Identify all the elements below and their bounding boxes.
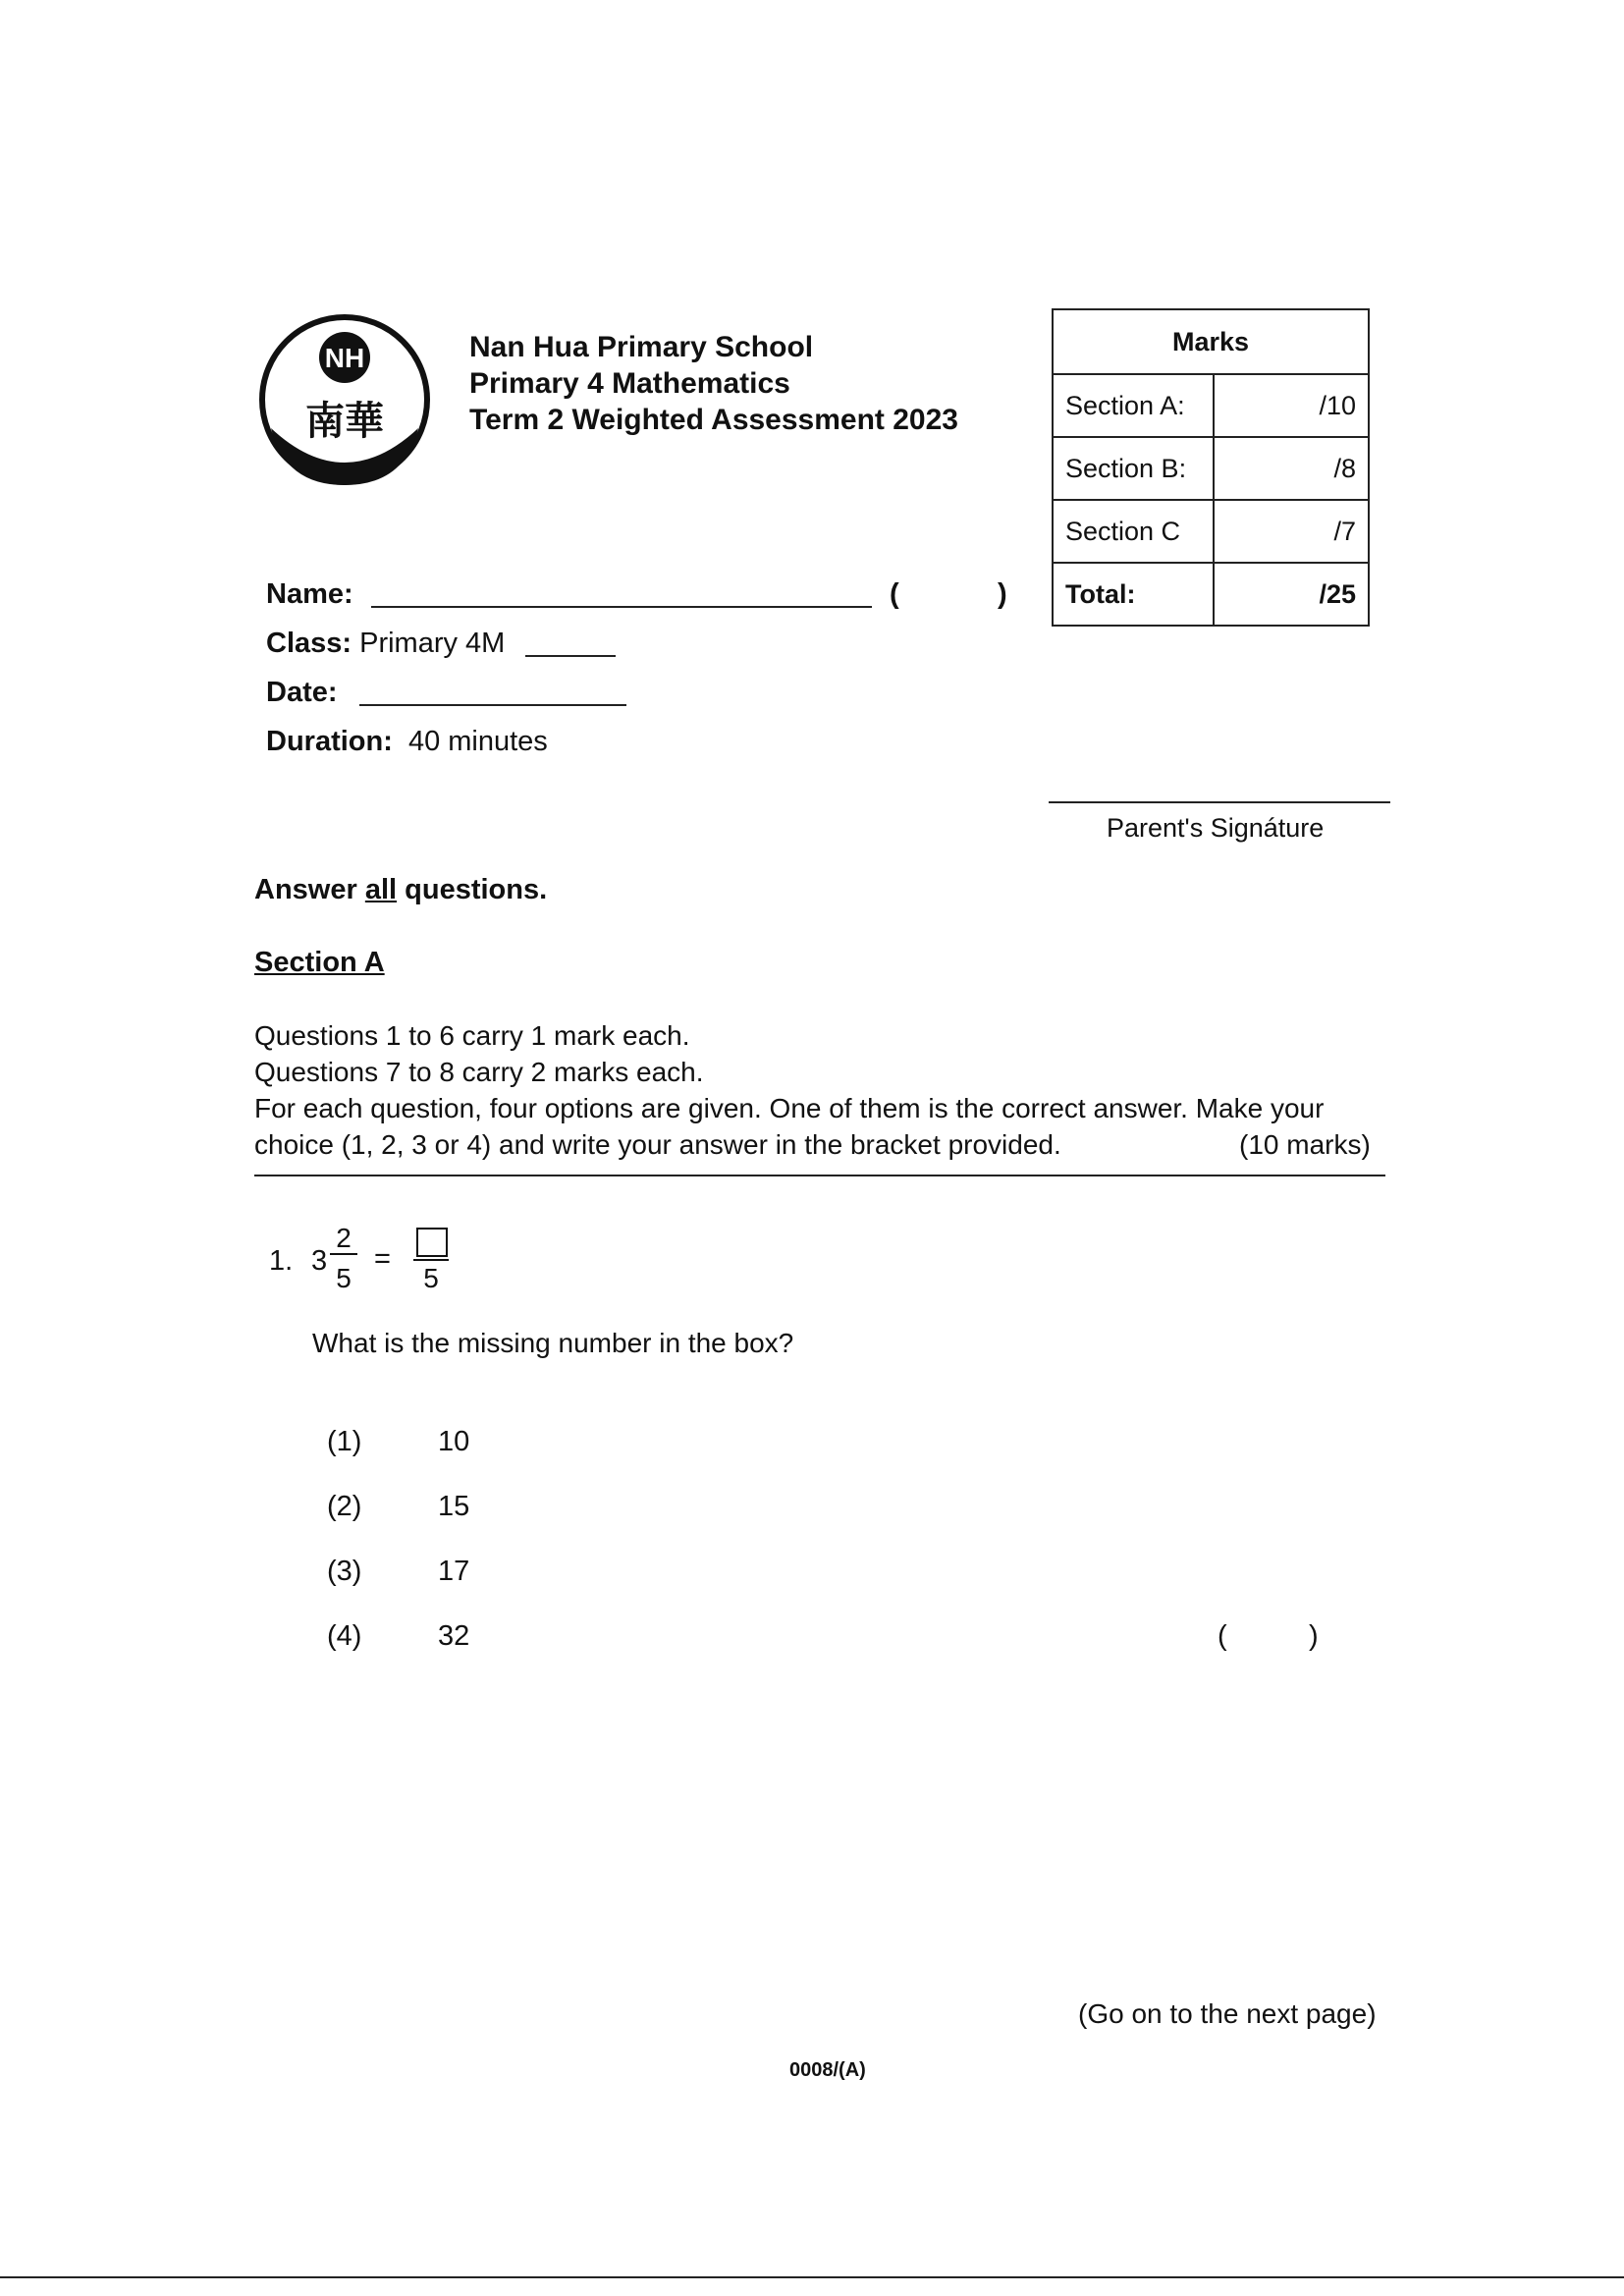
marks-label: Section B: [1053, 437, 1214, 500]
mixed-whole: 3 [311, 1245, 328, 1277]
class-value: Primary 4M [359, 628, 506, 659]
assessment-title: Term 2 Weighted Assessment 2023 [469, 404, 958, 436]
class-label: Class: [266, 628, 352, 659]
section-a-line-4: choice (1, 2, 3 or 4) and write your answer in the bracket provided. [254, 1129, 1061, 1160]
class-field[interactable] [525, 655, 616, 657]
section-a-line-3: For each question, four options are given. One of them is the correct answer. Make your [254, 1093, 1325, 1123]
duration-row [266, 724, 548, 759]
signature-label: Parent's Signáture [1107, 813, 1325, 843]
option-value: 15 [438, 1491, 470, 1522]
marks-table [1052, 308, 1370, 627]
question-prompt: What is the missing number in the box? [312, 1328, 794, 1358]
subject-title: Primary 4 Mathematics [469, 367, 790, 400]
marks-row [1053, 563, 1369, 626]
marks-label: Section C [1053, 500, 1214, 563]
section-a-marks: (10 marks) [1239, 1129, 1371, 1160]
marks-value: /8 [1214, 437, 1369, 500]
equals-sign: = [374, 1243, 391, 1275]
date-field[interactable] [359, 704, 626, 706]
duration-label: Duration: [266, 726, 393, 757]
section-a-line-1: Questions 1 to 6 carry 1 mark each. [254, 1020, 690, 1051]
option-label: (4) [327, 1620, 362, 1652]
date-label: Date: [266, 677, 338, 708]
school-name: Nan Hua Primary School [469, 331, 814, 363]
signature-field[interactable] [1049, 801, 1390, 803]
fraction-denominator: 5 [336, 1263, 352, 1293]
index-paren-close: ) [998, 578, 1007, 610]
answer-denominator: 5 [423, 1263, 439, 1293]
marks-label: Total: [1053, 563, 1214, 626]
section-divider [254, 1175, 1385, 1176]
answer-box[interactable] [416, 1228, 448, 1257]
duration-value: 40 minutes [407, 726, 548, 757]
next-page-note: (Go on to the next page) [1078, 1998, 1377, 2029]
section-a-line-2: Questions 7 to 8 carry 2 marks each. [254, 1057, 704, 1087]
answer-bracket-close: ) [1309, 1620, 1319, 1652]
option-label: (2) [327, 1491, 362, 1522]
answer-prefix: Answer [254, 874, 357, 905]
option-label: (1) [327, 1426, 362, 1457]
option-value: 32 [438, 1620, 470, 1652]
answer-suffix: questions. [405, 874, 548, 905]
section-a-title: Section A [254, 947, 385, 978]
option-label: (3) [327, 1556, 362, 1587]
marks-row [1053, 374, 1369, 437]
marks-row [1053, 500, 1369, 563]
index-paren-open: ( [890, 578, 899, 610]
fraction-numerator: 2 [330, 1224, 357, 1255]
option-value: 17 [438, 1556, 470, 1587]
logo-chinese-text: 南華 [305, 399, 384, 444]
fraction-bar [413, 1259, 449, 1261]
answer-instruction [254, 872, 547, 908]
school-logo [257, 312, 432, 487]
bottom-edge-line [0, 2276, 1624, 2278]
question-number: 1. [269, 1245, 294, 1277]
answer-all-underlined: all [364, 874, 398, 905]
marks-value: /7 [1214, 500, 1369, 563]
option-value: 10 [438, 1426, 470, 1457]
answer-bracket-field[interactable] [1239, 1622, 1306, 1656]
marks-row [1053, 437, 1369, 500]
page-code: 0008/(A) [789, 2059, 866, 2081]
answer-bracket-open: ( [1218, 1620, 1227, 1652]
class-row [266, 626, 505, 661]
marks-label: Section A: [1053, 374, 1214, 437]
marks-title: Marks [1053, 309, 1369, 374]
marks-value: /10 [1214, 374, 1369, 437]
logo-initials: NH [324, 343, 365, 373]
name-field[interactable] [371, 606, 872, 608]
marks-value: /25 [1214, 563, 1369, 626]
name-label: Name: [266, 578, 353, 610]
